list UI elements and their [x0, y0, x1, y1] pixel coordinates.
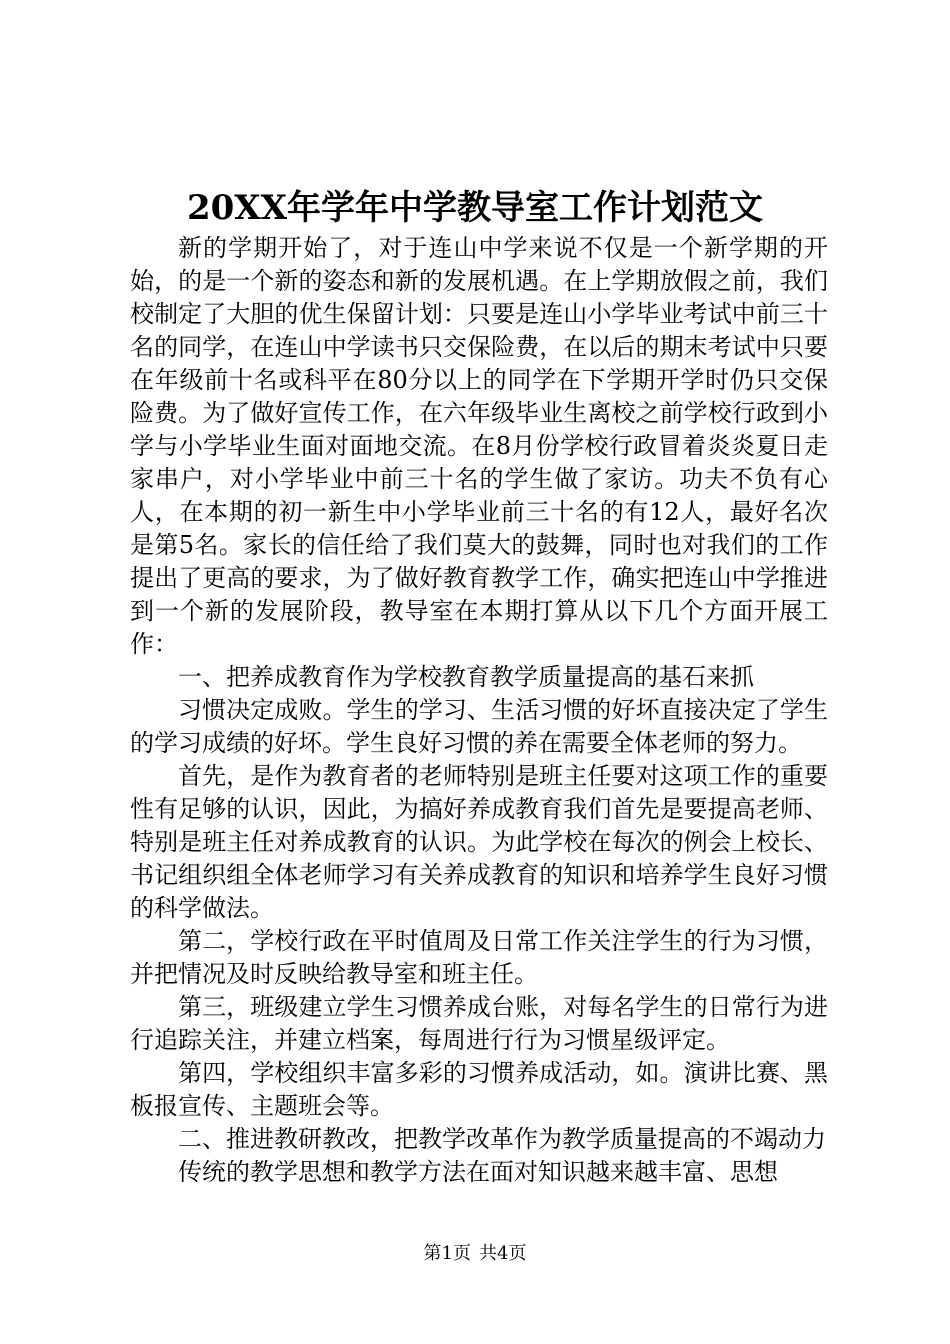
document-body — [130, 232, 828, 1189]
paragraph-habits: 习惯决定成败。学生的学习、生活习惯的好坏直接决定了学生的学习成绩的好坏。学生良好习惯的养在需要全体老师的努力。 — [130, 696, 828, 757]
paragraph-second: 第二，学校行政在平时值周及日常工作关注学生的行为习惯，并把情况及时反映给教导室和班主任。 — [130, 927, 828, 988]
paragraph-intro: 新的学期开始了，对于连山中学来说不仅是一个新学期的开始，的是一个新的姿态和新的发展机遇。在上学期放假之前，我们校制定了大胆的优生保留计划：只要是连山小学毕业考试中前三十名的同学，在连山中学读书只交保险费，在以后的期末考试中只要在年级前十名或科平在80分以上的同学在下学期开学时仍只交保险费。为了做好宣传工作，在六年级毕业生离校之前学校行政到小学与小学毕业生面对面地交流。在8月份学校行政冒着炎炎夏日走家串户，对小学毕业中前三十名的学生做了家访。功夫不负有心人，在本期的初一新生中小学毕业前三十名的有12人，最好名次是第5名。家长的信任给了我们莫大的鼓舞，同时也对我们的工作提出了更高的要求，为了做好教育教学工作，确实把连山中学推进到一个新的发展阶段，教导室在本期打算从以下几个方面开展工作： — [130, 234, 828, 658]
paragraph-first: 首先，是作为教育者的老师特别是班主任要对这项工作的重要性有足够的认识，因此，为搞好养成教育我们首先是要提高老师、特别是班主任对养成教育的认识。为此学校在每次的例会上校长、书记组织组全体老师学习有关养成教育的知识和培养学生良好习惯的科学做法。 — [130, 762, 828, 922]
paragraph-traditional: 传统的教学思想和教学方法在面对知识越来越丰富、思想 — [178, 1158, 778, 1186]
document-title: 20XX年学年中学教导室工作计划范文 — [186, 188, 764, 228]
section-heading-1: 一、把养成教育作为学校教育教学质量提高的基石来抓 — [178, 663, 754, 691]
paragraph-third: 第三，班级建立学生习惯养成台账，对每名学生的日常行为进行追踪关注，并建立档案，每周进行行为习惯星级评定。 — [130, 993, 828, 1054]
page-total: 共4页 — [479, 1243, 527, 1264]
section-heading-2: 二、推进教研教改，把教学改革作为教学质量提高的不竭动力 — [178, 1125, 826, 1153]
paragraph-fourth: 第四，学校组织丰富多彩的习惯养成活动，如。演讲比赛、黑板报宣传、主题班会等。 — [130, 1059, 828, 1120]
page-footer — [0, 1242, 950, 1266]
page-number: 第1页 — [423, 1243, 471, 1264]
